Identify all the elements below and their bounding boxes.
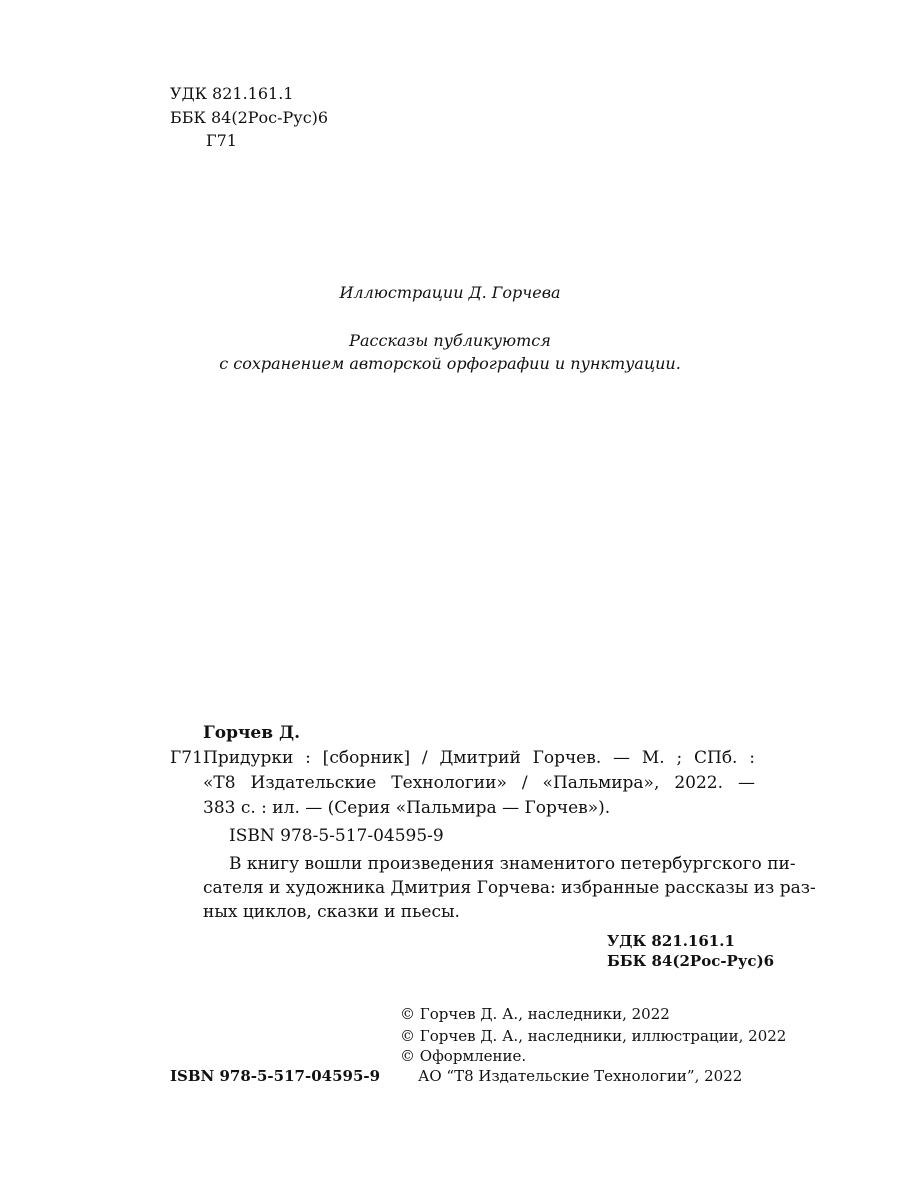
annotation-line-3: ных циклов, сказки и пьесы.	[203, 902, 460, 922]
author-mark: Г71	[206, 131, 237, 150]
copyright-line-1: © Горчев Д. А., наследники, 2022	[400, 1005, 670, 1023]
bbk-code: ББК 84(2Рос-Рус)6	[170, 108, 329, 127]
illustrations-note: Иллюстрации Д. Горчева	[339, 283, 561, 302]
author-heading: Горчев Д.	[203, 723, 300, 743]
copyright-line-4: АО “Т8 Издательские Технологии”, 2022	[418, 1067, 743, 1085]
record-udk: УДК 821.161.1	[607, 932, 735, 950]
description-line-3: 383 с. : ил. — (Серия «Пальмира — Горчев»).	[203, 798, 611, 818]
copyright-line-2: © Горчев Д. А., наследники, иллюстрации, 2022	[400, 1027, 787, 1045]
publication-note-line-1: Рассказы публикуются	[349, 331, 551, 350]
description-line-2: «Т8 Издательские Технологии» / «Пальмира», 2022. —	[203, 773, 755, 793]
record-author-mark: Г71	[170, 748, 203, 768]
record-bbk: ББК 84(2Рос-Рус)6	[607, 952, 775, 970]
footer-isbn: ISBN 978-5-517-04595-9	[170, 1067, 381, 1085]
publication-note-line-2: с сохранением авторской орфографии и пунктуации.	[219, 354, 681, 373]
annotation-line-2: сателя и художника Дмитрия Горчева: избранные рассказы из раз-	[203, 878, 816, 898]
copyright-line-3: © Оформление.	[400, 1047, 527, 1065]
udk-code: УДК 821.161.1	[170, 84, 294, 103]
record-isbn: ISBN 978-5-517-04595-9	[229, 826, 444, 846]
annotation-line-1: В книгу вошли произведения знаменитого петербургского пи-	[229, 854, 796, 874]
description-line-1: Придурки : [сборник] / Дмитрий Горчев. — М. ; СПб. :	[203, 748, 755, 768]
